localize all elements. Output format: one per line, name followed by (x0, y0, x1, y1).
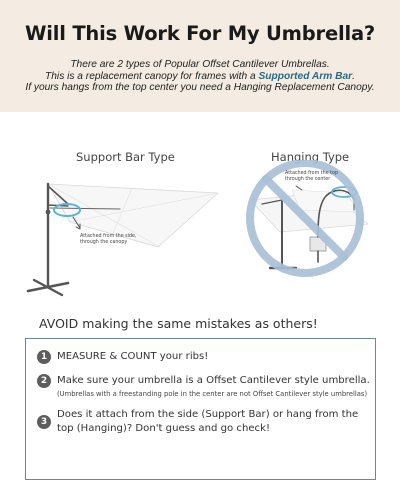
umbrella-diagrams (0, 160, 400, 310)
support-bar-type-title: Support Bar Type (76, 150, 175, 164)
hanging-note-line-2: through the center (285, 177, 331, 182)
step-2-text: Make sure your umbrella is a Offset Cantilever style umbrella. (57, 375, 370, 386)
step-2-note: (Umbrellas with a freestanding pole in the center are not Offset Cantilever style umbrellas) (57, 390, 368, 398)
step-3-number-badge: 3 (37, 415, 51, 429)
subtitle-line-1: There are 2 types of Popular Offset Cantilever Umbrellas. (70, 59, 330, 70)
supported-arm-bar-highlight: Supported Arm Bar (258, 71, 353, 82)
step-2-number-badge: 2 (37, 374, 51, 388)
hanging-note (285, 171, 338, 183)
hanging-note-line-1: Attached from the top (285, 171, 339, 176)
avoid-heading: AVOID making the same mistakes as others! (39, 316, 318, 331)
step-1-text: MEASURE & COUNT your ribs! (57, 351, 209, 362)
support-bar-note-line-2: through the canopy (80, 240, 128, 245)
page-title: Will This Work For My Umbrella? (24, 22, 376, 45)
support-bar-note (80, 234, 137, 246)
header-banner (0, 0, 400, 112)
step-3-text-line-2: top (Hanging)? Don't guess and go check! (57, 423, 270, 434)
step-3-text-line-1: Does it attach from the side (Support Bar) or hang from the (57, 409, 359, 420)
subtitle-line-2-suffix: . (352, 71, 355, 82)
step-1-number-badge: 1 (37, 350, 51, 364)
subtitle-line-3: If yours hangs from the top center you need a Hanging Replacement Canopy. (25, 82, 375, 93)
support-bar-note-line-1: Attached from the side, (80, 234, 137, 239)
hanging-type-title: Hanging Type (271, 150, 350, 164)
subtitle-line-2-prefix: This is a replacement canopy for frames with a (45, 71, 259, 82)
